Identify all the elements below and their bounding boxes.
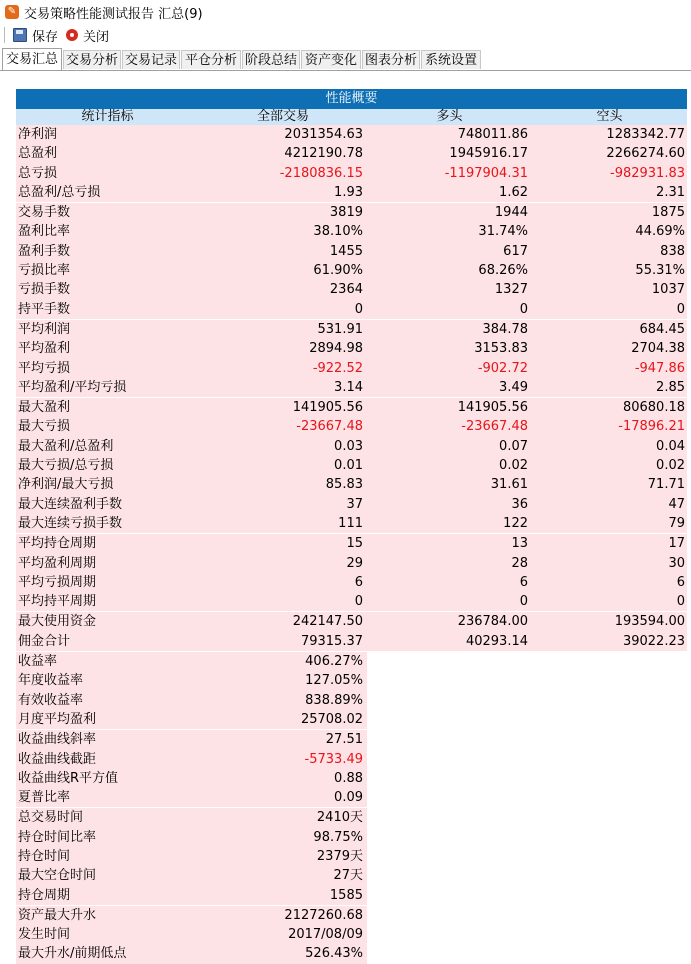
cell-all-trades: 27.51 <box>199 730 367 749</box>
cell-all-trades: 4212190.78 <box>199 144 367 163</box>
cell-short: 193594.00 <box>532 612 687 631</box>
cell-all-trades: 2894.98 <box>199 339 367 358</box>
cell-all-trades: 3819 <box>199 203 367 222</box>
table-row <box>16 592 687 611</box>
cell-short: 1875 <box>532 203 687 222</box>
row-label: 总盈利 <box>16 144 199 163</box>
row-label: 收益曲线截距 <box>16 750 199 769</box>
cell-all-trades: 2017/08/09 <box>199 925 367 944</box>
cell-long <box>367 710 532 729</box>
table-row <box>16 417 687 436</box>
cell-long: 0.07 <box>367 437 532 456</box>
table-row <box>16 828 687 847</box>
cell-short: 1037 <box>532 280 687 299</box>
row-label: 收益率 <box>16 652 199 671</box>
cell-short: 80680.18 <box>532 398 687 417</box>
row-label: 亏损比率 <box>16 261 199 280</box>
row-label: 总亏损 <box>16 164 199 183</box>
row-label: 平均亏损周期 <box>16 573 199 592</box>
row-label: 持仓时间 <box>16 847 199 866</box>
cell-all-trades: 2379天 <box>199 847 367 866</box>
cell-short: 838 <box>532 242 687 261</box>
cell-short: 2704.38 <box>532 339 687 358</box>
table-row <box>16 944 687 963</box>
cell-long: 28 <box>367 554 532 573</box>
cell-all-trades: 0.09 <box>199 788 367 807</box>
cell-long: 236784.00 <box>367 612 532 631</box>
row-label: 平均持仓周期 <box>16 534 199 553</box>
cell-long <box>367 847 532 866</box>
toolbar-grip <box>4 27 5 43</box>
cell-all-trades: 38.10% <box>199 222 367 241</box>
cell-short: 2.85 <box>532 378 687 397</box>
cell-short <box>532 769 687 788</box>
table-row <box>16 847 687 866</box>
table-row <box>16 202 687 222</box>
row-label: 最大盈利 <box>16 398 199 417</box>
cell-short: 2.31 <box>532 183 687 202</box>
cell-short: 0.04 <box>532 437 687 456</box>
row-label: 最大空仓时间 <box>16 866 199 885</box>
close-button[interactable] <box>66 26 109 45</box>
cell-all-trades: 98.75% <box>199 828 367 847</box>
table-row <box>16 456 687 475</box>
cell-all-trades: 0.88 <box>199 769 367 788</box>
cell-all-trades: 0 <box>199 592 367 611</box>
cell-all-trades: 27天 <box>199 866 367 885</box>
cell-all-trades: 29 <box>199 554 367 573</box>
cell-short: -17896.21 <box>532 417 687 436</box>
cell-short <box>532 652 687 671</box>
row-label: 最大亏损 <box>16 417 199 436</box>
row-label: 平均盈利周期 <box>16 554 199 573</box>
cell-long: 68.26% <box>367 261 532 280</box>
row-label: 收益曲线R平方值 <box>16 769 199 788</box>
cell-long: 122 <box>367 514 532 533</box>
cell-long: 1945916.17 <box>367 144 532 163</box>
table-row <box>16 125 687 144</box>
cell-all-trades: 25708.02 <box>199 710 367 729</box>
table-row <box>16 437 687 456</box>
table-row <box>16 144 687 163</box>
cell-long <box>367 691 532 710</box>
cell-long <box>367 808 532 827</box>
row-label: 最大连续亏损手数 <box>16 514 199 533</box>
row-label: 持仓周期 <box>16 886 199 905</box>
cell-long: 1944 <box>367 203 532 222</box>
tab-close-analysis[interactable]: 平仓分析 <box>181 50 241 69</box>
cell-long: 0.02 <box>367 456 532 475</box>
cell-long: 0 <box>367 592 532 611</box>
table-row <box>16 925 687 944</box>
cell-long: -1197904.31 <box>367 164 532 183</box>
cell-long: 141905.56 <box>367 398 532 417</box>
row-label: 最大升水/前期低点 <box>16 944 199 963</box>
table-row <box>16 359 687 378</box>
cell-long <box>367 652 532 671</box>
header-all-trades: 全部交易 <box>256 109 309 124</box>
cell-short: 1283342.77 <box>532 125 687 144</box>
cell-long: -23667.48 <box>367 417 532 436</box>
table-row <box>16 769 687 788</box>
cell-all-trades: -922.52 <box>199 359 367 378</box>
cell-short: 55.31% <box>532 261 687 280</box>
tab-bar <box>0 48 691 71</box>
table-row <box>16 886 687 905</box>
cell-long <box>367 788 532 807</box>
cell-all-trades: 1455 <box>199 242 367 261</box>
table-row <box>16 339 687 358</box>
table-body <box>16 125 687 964</box>
table-row <box>16 261 687 280</box>
row-label: 发生时间 <box>16 925 199 944</box>
table-row <box>16 573 687 592</box>
table-row <box>16 750 687 769</box>
tab-stage-summary[interactable]: 阶段总结 <box>242 50 300 69</box>
cell-long: -902.72 <box>367 359 532 378</box>
cell-short <box>532 847 687 866</box>
cell-short <box>532 671 687 690</box>
row-label: 亏损手数 <box>16 280 199 299</box>
cell-short: 71.71 <box>532 475 687 494</box>
cell-all-trades: 838.89% <box>199 691 367 710</box>
row-label: 净利润/最大亏损 <box>16 475 199 494</box>
row-label: 持仓时间比率 <box>16 828 199 847</box>
row-label: 有效收益率 <box>16 691 199 710</box>
cell-all-trades: 406.27% <box>199 652 367 671</box>
tab-chart-analysis[interactable]: 图表分析 <box>362 50 420 69</box>
cell-long <box>367 906 532 925</box>
table-row <box>16 280 687 299</box>
table-row <box>16 788 687 807</box>
row-label: 收益曲线斜率 <box>16 730 199 749</box>
cell-short <box>532 866 687 885</box>
table-row <box>16 514 687 533</box>
tab-system-settings[interactable]: 系统设置 <box>421 50 481 69</box>
table-row <box>16 183 687 202</box>
save-icon <box>13 28 27 42</box>
close-icon <box>66 29 78 41</box>
cell-long: 36 <box>367 495 532 514</box>
cell-long: 3.49 <box>367 378 532 397</box>
row-label: 总交易时间 <box>16 808 199 827</box>
cell-all-trades: 15 <box>199 534 367 553</box>
cell-short <box>532 730 687 749</box>
cell-long: 13 <box>367 534 532 553</box>
cell-short: 79 <box>532 514 687 533</box>
table-row <box>16 671 687 690</box>
table-row <box>16 866 687 885</box>
cell-all-trades: 37 <box>199 495 367 514</box>
cell-all-trades: 2364 <box>199 280 367 299</box>
table-row <box>16 475 687 494</box>
row-label: 平均盈利 <box>16 339 199 358</box>
cell-long <box>367 866 532 885</box>
cell-all-trades: 1.93 <box>199 183 367 202</box>
cell-short <box>532 788 687 807</box>
table-row <box>16 807 687 827</box>
row-label: 最大亏损/总亏损 <box>16 456 199 475</box>
cell-long <box>367 769 532 788</box>
cell-long: 0 <box>367 300 532 319</box>
cell-short <box>532 906 687 925</box>
row-label: 最大盈利/总盈利 <box>16 437 199 456</box>
cell-long: 1327 <box>367 280 532 299</box>
cell-long: 6 <box>367 573 532 592</box>
cell-long: 31.74% <box>367 222 532 241</box>
table-banner: 性能概要 <box>16 89 687 109</box>
cell-short <box>532 808 687 827</box>
cell-short: 6 <box>532 573 687 592</box>
toolbar <box>0 24 691 46</box>
tab-trade-analysis[interactable]: 交易分析 <box>63 50 121 69</box>
cell-all-trades: 0 <box>199 300 367 319</box>
table-row <box>16 710 687 729</box>
cell-short <box>532 944 687 963</box>
table-row <box>16 632 687 651</box>
cell-all-trades: 79315.37 <box>199 632 367 651</box>
cell-all-trades: 0.03 <box>199 437 367 456</box>
row-label: 盈利手数 <box>16 242 199 261</box>
cell-all-trades: 111 <box>199 514 367 533</box>
cell-short: -982931.83 <box>532 164 687 183</box>
cell-short: 30 <box>532 554 687 573</box>
cell-short: 0 <box>532 300 687 319</box>
cell-all-trades: 1585 <box>199 886 367 905</box>
cell-short <box>532 886 687 905</box>
cell-short <box>532 691 687 710</box>
table-row <box>16 164 687 183</box>
cell-long <box>367 730 532 749</box>
header-long: 多头 <box>436 109 463 124</box>
row-label: 年度收益率 <box>16 671 199 690</box>
table-row <box>16 495 687 514</box>
cell-short <box>532 710 687 729</box>
save-label: 保存 <box>32 29 59 45</box>
cell-all-trades: 85.83 <box>199 475 367 494</box>
cell-all-trades: 2127260.68 <box>199 906 367 925</box>
table-row <box>16 905 687 925</box>
row-label: 平均亏损 <box>16 359 199 378</box>
table-row <box>16 397 687 417</box>
row-label: 佣金合计 <box>16 632 199 651</box>
cell-short: 684.45 <box>532 320 687 339</box>
save-button[interactable] <box>13 26 58 45</box>
cell-all-trades: 2410天 <box>199 808 367 827</box>
row-label: 平均利润 <box>16 320 199 339</box>
cell-all-trades: 242147.50 <box>199 612 367 631</box>
cell-all-trades: 61.90% <box>199 261 367 280</box>
cell-all-trades: 141905.56 <box>199 398 367 417</box>
row-label: 平均盈利/平均亏损 <box>16 378 199 397</box>
cell-all-trades: 6 <box>199 573 367 592</box>
cell-short: -947.86 <box>532 359 687 378</box>
table-row <box>16 300 687 319</box>
header-short: 空头 <box>596 109 623 124</box>
table-row <box>16 611 687 631</box>
cell-long <box>367 750 532 769</box>
cell-all-trades: 2031354.63 <box>199 125 367 144</box>
header-metric: 统计指标 <box>81 109 134 124</box>
cell-short: 2266274.60 <box>532 144 687 163</box>
cell-all-trades: -23667.48 <box>199 417 367 436</box>
cell-short: 39022.23 <box>532 632 687 651</box>
cell-short <box>532 828 687 847</box>
title-bar <box>0 0 691 24</box>
cell-long <box>367 886 532 905</box>
table-row <box>16 378 687 397</box>
table-row <box>16 729 687 749</box>
cell-long <box>367 944 532 963</box>
cell-long: 1.62 <box>367 183 532 202</box>
row-label: 交易手数 <box>16 203 199 222</box>
cell-long: 748011.86 <box>367 125 532 144</box>
table-row <box>16 691 687 710</box>
cell-long <box>367 925 532 944</box>
row-label: 平均持平周期 <box>16 592 199 611</box>
row-label: 净利润 <box>16 125 199 144</box>
cell-long: 617 <box>367 242 532 261</box>
cell-long: 3153.83 <box>367 339 532 358</box>
row-label: 最大使用资金 <box>16 612 199 631</box>
table-row <box>16 319 687 339</box>
cell-short: 47 <box>532 495 687 514</box>
row-label: 夏普比率 <box>16 788 199 807</box>
row-label: 持平手数 <box>16 300 199 319</box>
table-row <box>16 222 687 241</box>
cell-all-trades: -5733.49 <box>199 750 367 769</box>
cell-long: 31.61 <box>367 475 532 494</box>
table-header <box>16 109 687 125</box>
cell-all-trades: 3.14 <box>199 378 367 397</box>
cell-short <box>532 925 687 944</box>
table-row <box>16 651 687 671</box>
row-label: 月度平均盈利 <box>16 710 199 729</box>
table-row <box>16 533 687 553</box>
cell-long <box>367 828 532 847</box>
row-label: 总盈利/总亏损 <box>16 183 199 202</box>
cell-all-trades: -2180836.15 <box>199 164 367 183</box>
cell-all-trades: 531.91 <box>199 320 367 339</box>
cell-all-trades: 0.01 <box>199 456 367 475</box>
tab-summary[interactable]: 交易汇总 <box>2 48 62 70</box>
cell-short: 17 <box>532 534 687 553</box>
cell-long: 40293.14 <box>367 632 532 651</box>
cell-long <box>367 671 532 690</box>
row-label: 盈利比率 <box>16 222 199 241</box>
row-label: 最大连续盈利手数 <box>16 495 199 514</box>
cell-short: 0.02 <box>532 456 687 475</box>
window-title: 交易策略性能测试报告 汇总(9) <box>24 6 203 22</box>
table-row <box>16 242 687 261</box>
performance-table <box>16 89 687 964</box>
row-label: 资产最大升水 <box>16 906 199 925</box>
tab-asset-change[interactable]: 资产变化 <box>301 50 361 69</box>
cell-short: 44.69% <box>532 222 687 241</box>
app-icon: ✎ <box>5 5 19 19</box>
table-row <box>16 554 687 573</box>
cell-all-trades: 127.05% <box>199 671 367 690</box>
close-label: 关闭 <box>83 29 110 45</box>
cell-short <box>532 750 687 769</box>
cell-long: 384.78 <box>367 320 532 339</box>
cell-all-trades: 526.43% <box>199 944 367 963</box>
cell-short: 0 <box>532 592 687 611</box>
tab-trade-records[interactable]: 交易记录 <box>122 50 180 69</box>
